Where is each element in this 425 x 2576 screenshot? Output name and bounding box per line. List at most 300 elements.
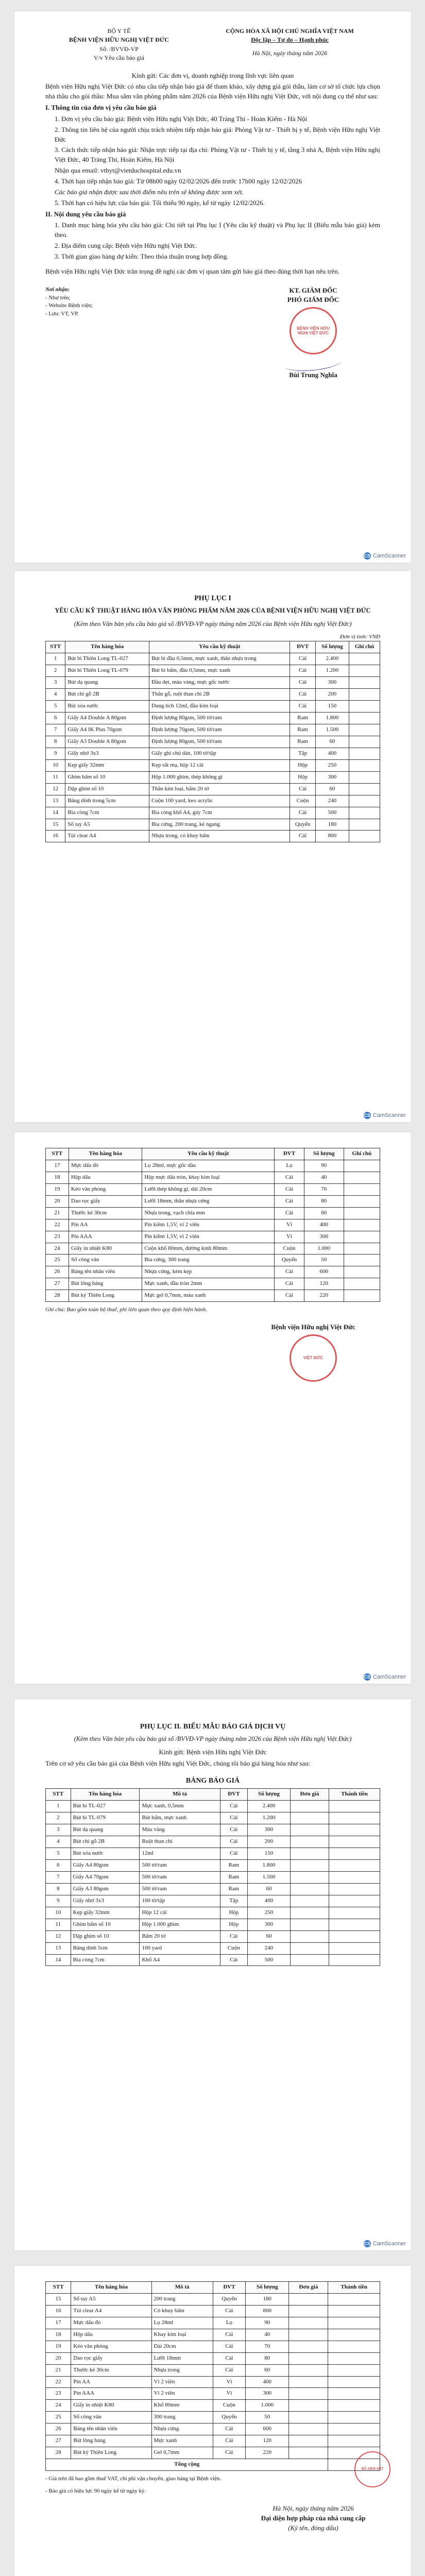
table-cell <box>328 2329 380 2341</box>
table-row <box>46 1219 380 1231</box>
table-cell: 23 <box>46 2388 71 2400</box>
table-cell: Giấy nhớ 3x3 <box>65 748 149 759</box>
table-cell: Dung tích 12ml, đầu kim loại <box>149 701 290 713</box>
column-header: STT <box>46 2282 71 2294</box>
table-cell: 400 <box>246 2376 289 2388</box>
table-cell: Băng dính trong 5cm <box>65 795 149 807</box>
quote-table <box>45 1788 380 1966</box>
table-cell: Bìa cứng, 300 trang <box>142 1255 275 1266</box>
table-row <box>46 1836 380 1848</box>
column-header: Số lượng <box>248 1789 291 1801</box>
column-header: ĐVT <box>275 1148 304 1160</box>
doc-date: Hà Nội, ngày tháng năm 2026 <box>252 49 328 57</box>
table-row <box>46 1231 380 1243</box>
table-cell: 400 <box>315 748 349 759</box>
table-row <box>46 724 380 736</box>
table-cell: Giấy A4 80gsm <box>71 1860 140 1872</box>
table-cell <box>289 2376 328 2388</box>
table-cell <box>349 759 380 771</box>
table-cell: 250 <box>315 759 349 771</box>
appendix-1-subtitle: YÊU CẦU KỸ THUẬT HÀNG HÓA VĂN PHÒNG PHẨM NĂM 2026 CỦA BỆNH VIỆN HỮU NGHỊ VIỆT ĐỨC <box>55 607 371 615</box>
camscanner-watermark: CS CamScanner <box>364 553 406 559</box>
table-cell: 50 <box>246 2412 289 2424</box>
table-cell: 400 <box>304 1219 344 1231</box>
section-1-item-4: 4. Thời hạn tiếp nhận báo giá: Từ 08h00 ngày 02/02/2026 đến trước 17h00 ngày 12/02/2026 <box>55 177 302 185</box>
rep-sub: (Ký tên, đóng dấu) <box>288 2523 338 2532</box>
table-cell: Cái <box>213 2305 246 2317</box>
table-row <box>46 1290 380 1302</box>
table-cell <box>349 677 380 689</box>
table-cell: 20 <box>46 1195 69 1207</box>
table-cell: Bấm 20 tờ <box>140 1930 220 1942</box>
table-cell: 40 <box>246 2329 289 2341</box>
table-cell: Cái <box>290 653 315 665</box>
table-cell: Pin AA <box>69 1219 142 1231</box>
table-row <box>46 2376 380 2388</box>
table-cell: 60 <box>315 783 349 795</box>
table-cell: Cái <box>220 1848 248 1860</box>
appendix-1-title: PHỤ LỤC I <box>194 595 231 602</box>
table-cell: Cái <box>220 1930 248 1942</box>
table-cell: Mực xanh, đầu tròn 2mm <box>142 1278 275 1290</box>
table-cell: 240 <box>248 1942 291 1954</box>
table-cell: Dao rọc giấy <box>69 1195 142 1207</box>
section-1-item-1: 1. Đơn vị yêu cầu báo giá: Bệnh viện Hữu nghị Việt Đức, 40 Tràng Thi - Hoàn Kiếm - Hà Nội <box>55 114 308 123</box>
section-1-item-2: 2. Thông tin liên hệ của người chịu trách nhiệm tiếp nhận báo giá: Phòng Vật tư - Thiết bị y tế, Bệnh viện Hữu nghị Việt Đức <box>55 125 380 143</box>
sign-title: Bệnh viện Hữu nghị Việt Đức <box>271 1323 355 1331</box>
table-cell: Cái <box>290 831 315 842</box>
table-cell: Cái <box>220 1812 248 1824</box>
camscanner-icon: CS <box>364 1113 371 1118</box>
official-stamp: BỆNH VIỆN HỮU NGHỊ VIỆT ĐỨC <box>290 307 337 354</box>
table-cell: Bút ký Thiên Long <box>71 2447 151 2459</box>
table-cell: Cái <box>213 2424 246 2435</box>
table-cell <box>344 1231 380 1243</box>
table-cell: Hộp dấu <box>71 2329 151 2341</box>
table-cell <box>289 2352 328 2364</box>
table-cell: 2 <box>46 1812 71 1824</box>
table-cell: 17 <box>46 2317 71 2329</box>
table-cell: 300 trang <box>151 2412 213 2424</box>
table-cell: 22 <box>46 2376 71 2388</box>
column-header: STT <box>46 1148 69 1160</box>
table-row <box>46 677 380 689</box>
table-cell <box>344 1195 380 1207</box>
table-cell: Hộp <box>220 1919 248 1930</box>
table-cell: Vỉ <box>275 1231 304 1243</box>
table-cell: 26 <box>46 1266 69 1278</box>
table-cell <box>289 2293 328 2305</box>
table-row <box>46 2388 380 2400</box>
table-cell: Túi clear A4 <box>71 2305 151 2317</box>
table-cell <box>349 689 380 701</box>
table-cell: 300 <box>304 1231 344 1243</box>
table-row <box>46 2293 380 2305</box>
table-cell <box>289 2364 328 2376</box>
table-cell: Cái <box>290 701 315 713</box>
recipients: Kính gửi: Các đơn vị, doanh nghiệp trong lĩnh vực liên quan <box>131 71 294 79</box>
rep-title: Đại diện hợp pháp của nhà cung cấp <box>261 2514 366 2522</box>
table-cell: Vỉ <box>275 1219 304 1231</box>
table-cell: Bút bi bấm, đầu 0,5mm, mực xanh <box>149 665 290 677</box>
org-top: BỘ Y TẾ <box>107 27 131 35</box>
table-cell: Bút dạ quang <box>71 1824 140 1836</box>
table-cell: Bút dạ quang <box>65 677 149 689</box>
document-page-4 <box>14 1699 411 2250</box>
table-cell: Đầu dẹt, màu vàng, mực gốc nước <box>149 677 290 689</box>
table-cell: Bảng tên nhân viên <box>71 2424 151 2435</box>
table-cell <box>328 2352 380 2364</box>
table-cell: Định lượng 80gsm, 500 tờ/ram <box>149 736 290 748</box>
table-cell: Giấy A3 80gsm <box>71 1883 140 1895</box>
table-row <box>46 689 380 701</box>
table-cell: 1.200 <box>315 665 349 677</box>
table-cell: Kéo văn phòng <box>69 1183 142 1195</box>
table-cell: 1.800 <box>315 713 349 724</box>
table-cell: Giấy ghi chú dán, 100 tờ/tập <box>149 748 290 759</box>
appendix-2-title: PHỤ LỤC II. BIỂU MẪU BÁO GIÁ DỊCH VỤ <box>140 1723 286 1731</box>
table-cell <box>329 1824 380 1836</box>
table-cell: 24 <box>46 1243 69 1255</box>
table-cell <box>328 2341 380 2352</box>
table-row <box>46 783 380 795</box>
table-cell: 60 <box>315 736 349 748</box>
column-header: Tên hàng hóa <box>71 2282 151 2294</box>
table-cell: Cái <box>213 2447 246 2459</box>
closing-paragraph: Bệnh viện Hữu nghị Việt Đức trân trọng đề nghị các đơn vị quan tâm gửi báo giá theo đúng thời hạn nêu trên. <box>45 267 340 275</box>
table-cell: Bìa còng khổ A4, gáy 7cm <box>149 807 290 819</box>
table-cell: Cái <box>290 689 315 701</box>
table-cell: Cuộn <box>275 1243 304 1255</box>
table-cell: 100 yard <box>140 1942 220 1954</box>
table-cell: Bút chì gỗ 2B <box>65 689 149 701</box>
table-cell: Mực xanh, 0,5mm <box>140 1801 220 1812</box>
table-cell: 7 <box>46 1871 71 1883</box>
table-cell: 25 <box>46 2412 71 2424</box>
requirements-table <box>45 641 380 842</box>
column-header: Thành tiền <box>328 2282 380 2294</box>
table-cell: 80 <box>246 2352 289 2364</box>
table-cell <box>349 748 380 759</box>
document-page-2 <box>14 571 411 1122</box>
table-cell: 28 <box>46 1290 69 1302</box>
column-header: STT <box>46 1789 71 1801</box>
column-header: Tên hàng hóa <box>71 1789 140 1801</box>
table-cell: Cái <box>275 1183 304 1195</box>
table-cell: 16 <box>46 2305 71 2317</box>
table-cell <box>328 2435 380 2447</box>
document-header <box>45 27 380 63</box>
document-page-3 <box>14 1132 411 1684</box>
table-cell: 500 tờ/ram <box>140 1871 220 1883</box>
table-cell: 18 <box>46 2329 71 2341</box>
table-cell: 4 <box>46 1836 71 1848</box>
table-cell: Kẹp giấy 32mm <box>65 759 149 771</box>
quote-note-1: - Giá trên đã bao gồm thuế VAT, chi phí vận chuyển, giao hàng tại Bệnh viện. <box>45 2476 222 2482</box>
table-cell: Lọ <box>275 1160 304 1172</box>
table-cell: Kẹp sắt mạ, hộp 12 cái <box>149 759 290 771</box>
section-1-title: I. Thông tin của đơn vị yêu cầu báo giá <box>45 104 157 112</box>
table-cell: 150 <box>315 701 349 713</box>
table-row <box>46 1812 380 1824</box>
table-cell: 11 <box>46 1919 71 1930</box>
table-cell: 2 <box>46 665 65 677</box>
table-cell: 300 <box>248 1919 291 1930</box>
table-cell: Ram <box>290 713 315 724</box>
table-cell <box>329 1930 380 1942</box>
table-cell <box>329 1848 380 1860</box>
table-cell: Quyển <box>213 2293 246 2305</box>
table-cell <box>290 1860 329 1872</box>
table-cell: Cái <box>220 1824 248 1836</box>
intro-paragraph: Bệnh viện Hữu nghị Việt Đức có nhu cầu tiếp nhận báo giá để tham khảo, xây dựng giá gói thầu, làm cơ sở tổ chức lựa chọn nhà thầu cho gói thầu: Mua sắm văn phòng phẩm năm 2026 của Bệnh viện Hữu nghị Việt Đức, với nội dung cụ thể như sau: <box>45 82 380 100</box>
table-cell: 250 <box>248 1907 291 1919</box>
table-cell: 22 <box>46 1219 69 1231</box>
table-cell: Cái <box>220 1801 248 1812</box>
column-header: Đơn giá <box>290 1789 329 1801</box>
table-cell <box>344 1243 380 1255</box>
table-cell: 180 <box>246 2293 289 2305</box>
table-cell: Khay kim loại <box>151 2329 213 2341</box>
table-cell <box>289 2305 328 2317</box>
table-cell <box>289 2435 328 2447</box>
table-cell: 16 <box>46 831 65 842</box>
table-cell: 1 <box>46 653 65 665</box>
table-cell: 12 <box>46 1930 71 1942</box>
table-cell: 800 <box>246 2305 289 2317</box>
doc-number: Số: /BVVĐ-VP <box>99 45 139 53</box>
table-cell: Sổ công văn <box>69 1255 142 1266</box>
table-cell: 60 <box>248 1930 291 1942</box>
table-cell <box>329 1812 380 1824</box>
table-row <box>46 1848 380 1860</box>
table-cell: 60 <box>246 2364 289 2376</box>
table-cell <box>328 2305 380 2317</box>
table-cell: 200 trang <box>151 2293 213 2305</box>
table-cell: 7 <box>46 724 65 736</box>
table-cell: 120 <box>246 2435 289 2447</box>
camscanner-icon: CS <box>364 1674 371 1680</box>
table-cell: 27 <box>46 1278 69 1290</box>
table-cell: Bút bi đầu 0,5mm, mực xanh, thân nhựa trong <box>149 653 290 665</box>
signer-name: Bùi Trung Nghĩa <box>289 371 337 379</box>
table-cell <box>328 2412 380 2424</box>
section-2-title: II. Nội dung yêu cầu báo giá <box>45 210 126 218</box>
table-row <box>46 1860 380 1872</box>
table-cell <box>328 2388 380 2400</box>
table-cell: Cái <box>213 2352 246 2364</box>
table-cell: 8 <box>46 736 65 748</box>
table-cell: 27 <box>46 2435 71 2447</box>
table-cell: Ghim bấm số 10 <box>71 1919 140 1930</box>
table-cell: 26 <box>46 2424 71 2435</box>
table-row <box>46 2412 380 2424</box>
table-cell: Cái <box>290 665 315 677</box>
table-cell <box>290 1812 329 1824</box>
sign-role-2: PHÓ GIÁM ĐỐC <box>287 296 339 304</box>
table-cell: Cuộn khổ 80mm, đường kính 80mm <box>142 1243 275 1255</box>
table-cell: Hộp <box>220 1907 248 1919</box>
table-cell: 25 <box>46 1255 69 1266</box>
table-cell: Pin kiềm 1,5V, vỉ 2 viên <box>142 1219 275 1231</box>
table-cell <box>344 1255 380 1266</box>
table-cell: 2.400 <box>315 653 349 665</box>
table-cell: 50 <box>304 1255 344 1266</box>
table-cell <box>349 807 380 819</box>
table-cell <box>290 1930 329 1942</box>
table-row <box>46 2364 380 2376</box>
table-cell <box>289 2317 328 2329</box>
table-cell: Giấy in nhiệt K80 <box>71 2400 151 2412</box>
table-cell: Mực dấu đỏ <box>69 1160 142 1172</box>
table-cell: 1.000 <box>246 2400 289 2412</box>
table-cell: Ram <box>290 724 315 736</box>
column-header: Ghi chú <box>349 641 380 653</box>
table-cell <box>289 2341 328 2352</box>
table-cell: 20 <box>46 2352 71 2364</box>
table-cell: Thân gỗ, ruột than chì 2B <box>149 689 290 701</box>
table-cell <box>329 1871 380 1883</box>
table-row <box>46 653 380 665</box>
table-cell: Hộp 12 cái <box>140 1907 220 1919</box>
table-cell: Dao rọc giấy <box>71 2352 151 2364</box>
column-header: Yêu cầu kỹ thuật <box>149 641 290 653</box>
table-cell: Hộp <box>290 771 315 783</box>
quote-table-continued <box>45 2281 380 2471</box>
table-cell: Giấy nhớ 3x3 <box>71 1895 140 1907</box>
table-row <box>46 1824 380 1836</box>
table-row <box>46 2447 380 2459</box>
appendix-2-note: (Kèm theo Văn bản yêu cầu báo giá số /BVVĐ-VP ngày tháng năm 2026 của Bệnh viện Hữu nghị Việt Đức) <box>74 1735 352 1743</box>
table-row <box>46 1183 380 1195</box>
table-cell: Cuộn <box>290 795 315 807</box>
table-cell: Cái <box>213 2329 246 2341</box>
table-cell: Tập <box>220 1895 248 1907</box>
table-cell: 1 <box>46 1801 71 1812</box>
table-cell: Lưỡi thép không gỉ, dài 20cm <box>142 1183 275 1195</box>
table-cell: Pin kiềm 1,5V, vỉ 2 viên <box>142 1231 275 1243</box>
supplier-signature-block <box>45 2504 380 2533</box>
table-cell: 9 <box>46 1895 71 1907</box>
table-cell: Gel 0,7mm <box>151 2447 213 2459</box>
table-cell <box>329 1954 380 1966</box>
unit-note: Đơn vị tính: VNĐ <box>339 633 380 640</box>
table-cell: Lưỡi 18mm <box>151 2352 213 2364</box>
quote-table-title: BẢNG BÁO GIÁ <box>185 1777 240 1785</box>
column-header: Mô tả <box>140 1789 220 1801</box>
table-cell: Bìa còng 7cm <box>71 1954 140 1966</box>
signature-block <box>246 286 380 381</box>
table-cell <box>290 1871 329 1883</box>
table-row <box>46 819 380 831</box>
table-cell: 19 <box>46 1183 69 1195</box>
table-row <box>46 736 380 748</box>
table-cell: 14 <box>46 807 65 819</box>
table-cell: Khổ 80mm <box>151 2400 213 2412</box>
appendix-2-intro: Trên cơ sở yêu cầu báo giá của Bệnh viện Hữu nghị Việt Đức, chúng tôi báo giá hàng hóa như sau: <box>45 1759 311 1768</box>
table-cell: Dài 20cm <box>151 2341 213 2352</box>
table-cell: Nhựa cứng, kèm kẹp <box>142 1266 275 1278</box>
table-cell: Vỉ 2 viên <box>151 2376 213 2388</box>
table-cell: Nhựa cứng <box>151 2424 213 2435</box>
table-cell <box>344 1278 380 1290</box>
table-cell: Thân kim loại, bấm 20 tờ <box>149 783 290 795</box>
table-row <box>46 1207 380 1219</box>
table-cell: 3 <box>46 1824 71 1836</box>
table-cell: Thước kẻ 30cm <box>69 1207 142 1219</box>
table-cell: 200 <box>248 1836 291 1848</box>
table-cell: Giấy A4 70gsm <box>71 1871 140 1883</box>
table-cell <box>329 1942 380 1954</box>
camscanner-watermark: CS CamScanner <box>364 2241 406 2247</box>
table-cell: Cái <box>220 1954 248 1966</box>
table-cell: 500 <box>315 807 349 819</box>
table-cell <box>290 1895 329 1907</box>
table-row <box>46 1871 380 1883</box>
sign-role: KT. GIÁM ĐỐC <box>289 286 337 294</box>
table-cell: Cái <box>275 1172 304 1183</box>
table-cell: 21 <box>46 2364 71 2376</box>
table-cell <box>328 2317 380 2329</box>
table-row <box>46 1255 380 1266</box>
table-cell <box>344 1207 380 1219</box>
table-row <box>46 2435 380 2447</box>
column-header: ĐVT <box>220 1789 248 1801</box>
table-cell: Mực dấu đỏ <box>71 2317 151 2329</box>
table-cell: Lọ <box>213 2317 246 2329</box>
table-cell: Cái <box>220 1836 248 1848</box>
table-row <box>46 2317 380 2329</box>
table-cell: 17 <box>46 1160 69 1172</box>
table-cell: Sổ tay A5 <box>65 819 149 831</box>
table-row <box>46 1919 380 1930</box>
table-cell: 12 <box>46 783 65 795</box>
table-cell: 70 <box>304 1183 344 1195</box>
table-cell <box>349 736 380 748</box>
table-cell: Mực gel 0,7mm, màu xanh <box>142 1290 275 1302</box>
table-cell: Giấy A4 Double A 80gsm <box>65 713 149 724</box>
table-cell <box>290 1907 329 1919</box>
table-cell: 3 <box>46 677 65 689</box>
table-cell: 5 <box>46 701 65 713</box>
table-cell: Bút bấm, mực xanh <box>140 1812 220 1824</box>
table-cell <box>289 2400 328 2412</box>
table-cell <box>344 1172 380 1183</box>
table-cell <box>349 771 380 783</box>
column-header: ĐVT <box>213 2282 246 2294</box>
table-cell <box>349 819 380 831</box>
table-cell: 800 <box>315 831 349 842</box>
table-row <box>46 1930 380 1942</box>
table-row <box>46 1278 380 1290</box>
table-cell: 500 tờ/ram <box>140 1860 220 1872</box>
table-cell <box>349 653 380 665</box>
table-row <box>46 1907 380 1919</box>
table-cell: 24 <box>46 2400 71 2412</box>
table-cell: Băng dính 5cm <box>71 1942 140 1954</box>
table-cell: Bút ký Thiên Long <box>69 1290 142 1302</box>
table-row <box>46 2352 380 2364</box>
table-cell: Kéo văn phòng <box>71 2341 151 2352</box>
recipients-list-item: - Website Bệnh viện; <box>45 302 93 309</box>
table-cell <box>329 1836 380 1848</box>
camscanner-watermark: CS CamScanner <box>364 1112 406 1118</box>
table-cell: Vỉ <box>213 2376 246 2388</box>
table-cell: 1.500 <box>248 1871 291 1883</box>
quote-note-2: - Báo giá có hiệu lực 90 ngày kể từ ngày ký. <box>45 2487 146 2494</box>
table-cell <box>349 783 380 795</box>
table-cell: 1.800 <box>248 1860 291 1872</box>
